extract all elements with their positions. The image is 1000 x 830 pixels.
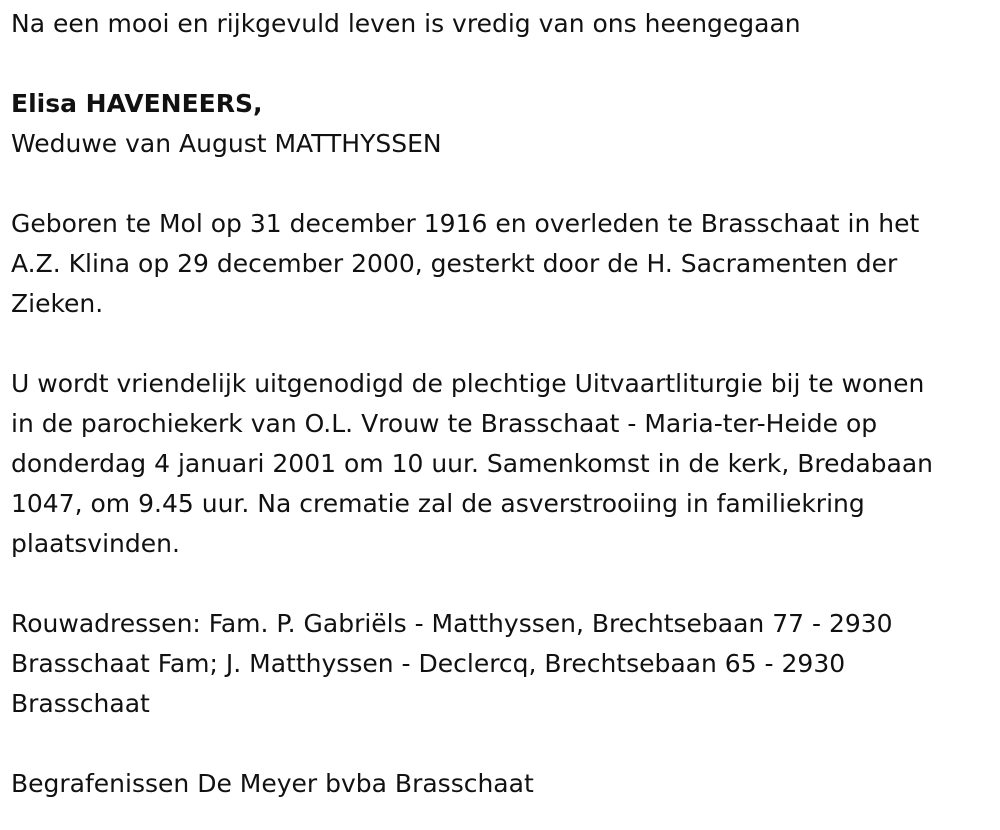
paragraph-line: in de parochiekerk van O.L. Vrouw te Brasschaat - Maria-ter-Heide op bbox=[11, 409, 878, 438]
paragraph-line: Zieken. bbox=[11, 289, 104, 318]
paragraph-line: Brasschaat Fam; J. Matthyssen - Declercq, Brechtsebaan 65 - 2930 bbox=[11, 649, 846, 678]
paragraph-line: Rouwadressen: Fam. P. Gabriëls - Matthyssen, Brechtsebaan 77 - 2930 bbox=[11, 609, 893, 638]
ceremony-paragraph bbox=[11, 364, 996, 564]
spouse-line: Weduwe van August MATTHYSSEN bbox=[11, 129, 442, 158]
spacer bbox=[11, 564, 996, 604]
paragraph-line: Brasschaat bbox=[11, 689, 150, 718]
obituary-document bbox=[11, 4, 996, 804]
paragraph-line: 1047, om 9.45 uur. Na crematie zal de asverstrooiing in familiekring bbox=[11, 489, 865, 518]
spacer bbox=[11, 724, 996, 764]
birth-death-paragraph bbox=[11, 204, 996, 324]
deceased-name: Elisa HAVENEERS, bbox=[11, 89, 263, 118]
paragraph-line: U wordt vriendelijk uitgenodigd de plechtige Uitvaartliturgie bij te wonen bbox=[11, 369, 925, 398]
spacer bbox=[11, 164, 996, 204]
addresses-paragraph bbox=[11, 604, 996, 724]
spacer bbox=[11, 324, 996, 364]
spacer bbox=[11, 44, 996, 84]
paragraph-line: Geboren te Mol op 31 december 1916 en overleden te Brasschaat in het bbox=[11, 209, 920, 238]
funeral-home-line: Begrafenissen De Meyer bvba Brasschaat bbox=[11, 769, 534, 798]
paragraph-line: A.Z. Klina op 29 december 2000, gesterkt door de H. Sacramenten der bbox=[11, 249, 898, 278]
intro-line: Na een mooi en rijkgevuld leven is vredig van ons heengegaan bbox=[11, 9, 801, 38]
paragraph-line: donderdag 4 januari 2001 om 10 uur. Samenkomst in de kerk, Bredabaan bbox=[11, 449, 934, 478]
paragraph-line: plaatsvinden. bbox=[11, 529, 180, 558]
